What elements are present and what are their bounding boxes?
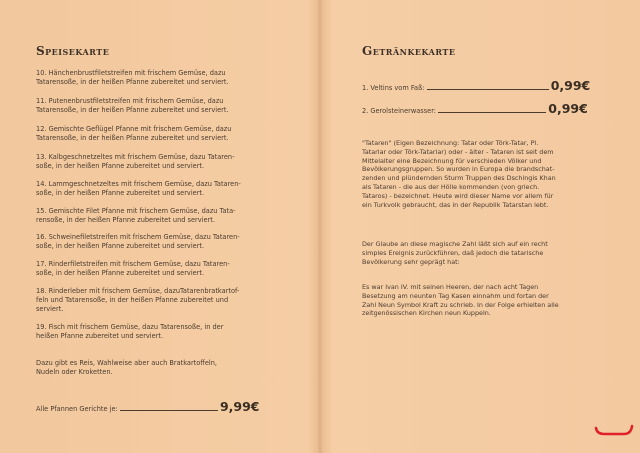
paragraph-line: Bevölkerungsgruppen. So wurden in Europa die brandschat- [362,165,555,174]
magic-number-paragraph [362,240,612,266]
menu-item-line: 10. Hänchenbrustfiletstreifen mit frischem Gemüse, dazu [36,69,226,77]
all-dishes-price-line [36,399,259,414]
drink-label: 2. Gerolsteinerwasser: [362,107,437,115]
menu-item-17 [36,260,298,278]
menu-item-line: 13. Kalbgeschnetzeltes mit frischem Gemüse, dazu Tataren- [36,153,235,161]
drinks-heading: Getränkekarte [362,44,456,58]
menu-item-14 [36,180,298,198]
drink-label: 1. Veltins vom Faß: [362,84,425,92]
drink-item-2 [362,101,588,116]
menu-item-line: 14. Lammgeschnetzeltes mit frischem Gemüse, dazu Tataren- [36,180,241,188]
paragraph-line: Der Glaube an diese magische Zahl läßt sich auf ein recht [362,240,548,248]
paragraph-line: Mittelalter eine Bezeichnung für verschieden Völker und [362,156,542,165]
red-corner-mark-icon [594,418,634,438]
menu-item-line: 11. Putenenbrustfiletstreifen mit frischem Gemüse, dazu [36,97,224,105]
paragraph-line: simples Ereignis zurückführen, daß jedoch die tatarische [362,248,544,257]
ivan-paragraph [362,283,612,318]
price-dotted-line [427,89,549,90]
paragraph-line: ein Turkvolk gebraucht, das in der Republik Tatarstan lebt. [362,200,549,209]
menu-item-line: 19. Fisch mit frischem Gemüse, dazu Tatarensoße, in der [36,323,224,331]
menu-item-line: Tatarensoße, in der heißen Pfanne zubereitet und serviert. [36,78,229,87]
paragraph-line: "Tataren" (Eigen Bezeichnung: Tatar oder Törk-Tatar, Pl. [362,139,539,147]
paragraph-line: Tataros) - bezeichnet. Heute wird dieser Name vor allem für [362,191,554,200]
menu-item-line: 12. Gemischte Geflügel Pfanne mit frischem Gemüse, dazu [36,125,232,133]
menu-item-line: Tatarensoße, in der heißen Pfanne zubereitet und serviert. [36,134,229,143]
all-dishes-label: Alle Pfannen Gerichte je: [36,405,118,413]
food-menu-heading: Speisekarte [36,44,110,58]
menu-item-line: heißen Pfanne zubereitet und serviert. [36,332,164,341]
menu-item-line: 17. Rinderfiletstreifen mit frischem Gemüse, dazu Tataren- [36,260,230,268]
menu-item-10 [36,69,298,87]
menu-item-12 [36,125,298,143]
menu-item-19 [36,323,298,341]
paragraph-line: Es war Ivan IV. mit seinen Heeren, der nach acht Tagen [362,283,539,291]
menu-item-16 [36,233,298,251]
drink-price: 0,99€ [548,101,588,116]
menu-item-15 [36,207,298,225]
paragraph-line: Zahl Neun Symbol Kraft zu schrieb. In der Folge erhielten alle [362,300,559,309]
tataren-paragraph [362,139,612,209]
sides-note [36,359,298,377]
sides-line: Dazu gibt es Reis, Wahlweise aber auch Bratkartoffeln, [36,359,217,367]
drink-price: 0,99€ [550,78,591,93]
paragraph-line: Tatarlar oder Törk-Tatarlar) oder - älter - Tataren ist seit dem [362,147,554,156]
menu-item-line: 15. Gemischte Filet Pfanne mit frischem Gemüse, dazu Tata- [36,207,236,215]
menu-item-line: soße, in der heißen Pfanne zubereitet und serviert. [36,269,205,278]
menu-item-line: soße, in der heißen Pfanne zubereitet und serviert. [36,242,205,251]
menu-item-line: soße, in der heißen Pfanne zubereitet und serviert. [36,189,205,198]
menu-item-13 [36,153,298,171]
menu-item-line: 16. Schweinefiletstreifen mit frischem Gemüse, dazu Tataren- [36,233,240,241]
paragraph-line: Bevölkerung sehr geprägt hat: [362,257,460,266]
menu-item-18 [36,287,298,315]
paragraph-line: als Tataren - die aus der Hölle kommenden (von griech. [362,182,540,191]
price-dotted-line [120,410,218,411]
paragraph-line: zenden und plündernden Sturm Truppen des Dschingis Khan [362,174,556,183]
menu-item-line: rensoße, in der heißen Pfanne zubereitet und serviert. [36,216,215,225]
paragraph-line: Besetzung am neunten Tag Kasen einnahm und fortan der [362,291,549,300]
menu-item-line: feln und Tatarensoße, in der heißen Pfanne zubereitet und [36,296,229,305]
all-dishes-price: 9,99€ [219,399,260,414]
page-fold [318,0,322,453]
price-dotted-line [438,112,546,113]
menu-item-line: 18. Rinderleber mit frischem Gemüse, dazuTatarenbratkartof- [36,287,240,295]
drink-item-1 [362,78,590,93]
menu-item-11 [36,97,298,115]
paragraph-line: zeitgenössischen Kirchen neun Kuppeln. [362,309,491,318]
menu-item-line: serviert. [36,305,64,314]
menu-item-line: Tatarensoße, in der heißen Pfanne zubereitet und serviert. [36,106,229,115]
sides-line: Nudeln oder Kroketten. [36,368,113,377]
menu-item-line: soße, in der heißen Pfanne zubereitet und serviert. [36,162,205,171]
